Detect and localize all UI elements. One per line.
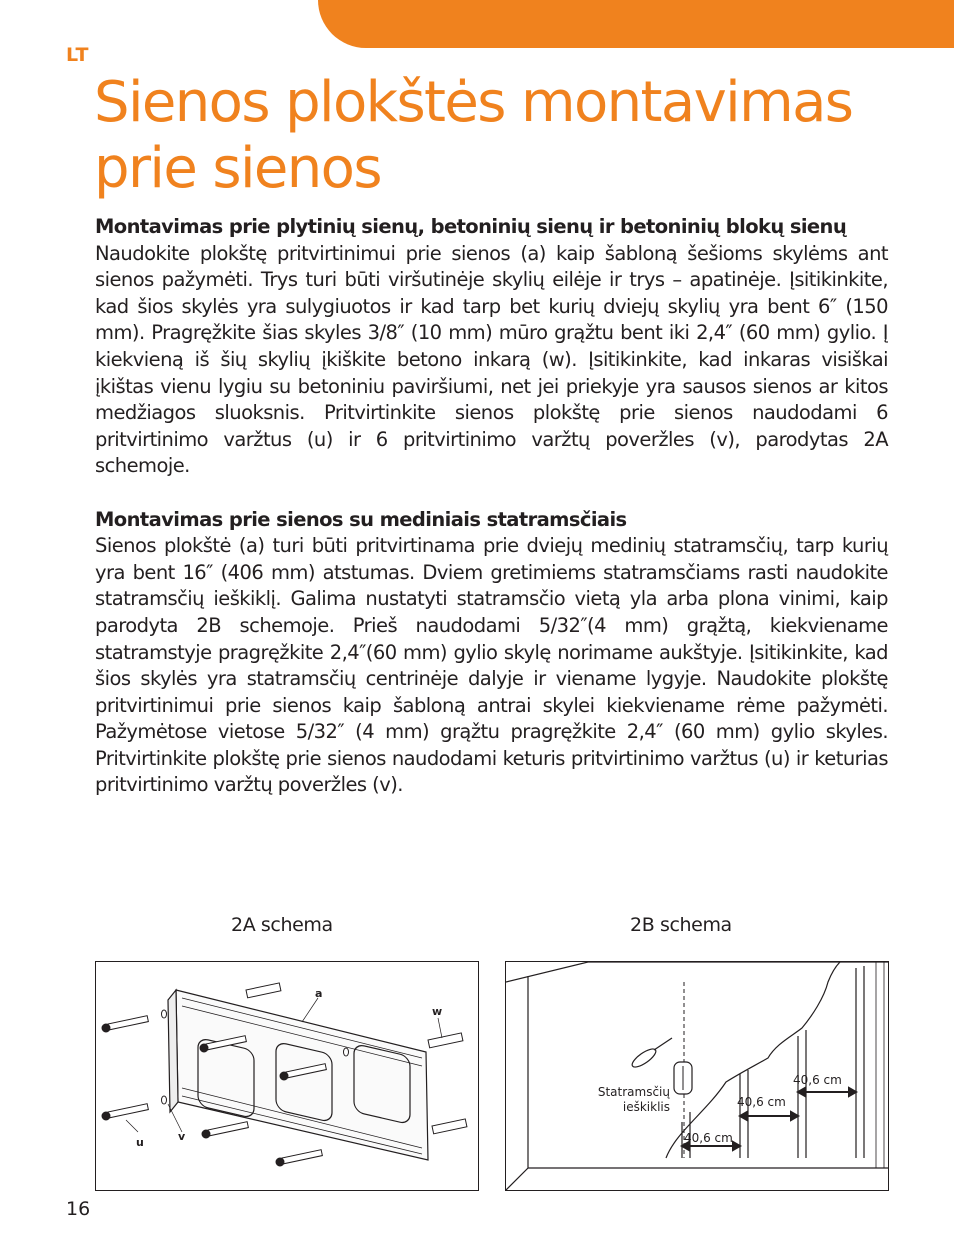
bolt-icon — [276, 1150, 322, 1166]
figure-b-caption: 2B schema — [630, 914, 732, 936]
bolt-icon — [102, 1104, 148, 1120]
section1-body: Naudokite plokštę pritvirtinimui prie sienos (a) kaip šabloną šešioms skylėms ant sienos pažymėti. Trys turi būti viršutinėje skylių eilėje ir trys – apatinėje. Įsitikinkite, kad šios skylės yra sulygiuotos ir kad tarp bet kurių dviejų skylių yra bent 6″ (150 mm). Pragręžkite šias skyles 3/8″ (10 mm) mūro grąžtu bent iki 2,4″ (60 mm) gylio. Į kiekvieną iš šių skylių įkiškite betono inkarą (w). Įsitikinkite, kad inkaras visiškai įkištas vienu lygiu su betoniniu paviršiumi, net jei priekyje yra sausos sienos ar kitos medžiagos sluoksnis. Pritvirtinkite sienos plokštę prie sienos naudodami 6 pritvirtinimo varžtus (u) ir 6 pritvirtinimo varžtų poveržles (v), parodytas 2A schemoje. — [95, 241, 888, 478]
section-spacer — [95, 480, 888, 507]
main-content — [95, 214, 888, 799]
drywall-tear-edge — [666, 962, 840, 1158]
bolt-icon — [202, 1122, 248, 1138]
label-a: a — [315, 987, 323, 1000]
washer-icon — [344, 1048, 349, 1056]
language-code: LT — [66, 44, 89, 66]
header-accent-tab — [318, 0, 954, 48]
page-title-line1: Sienos plokštės montavimas — [94, 70, 853, 135]
figure-2b-drawing — [506, 962, 888, 1190]
figure-2a — [95, 961, 479, 1191]
wall-top-edge — [506, 962, 888, 982]
label-w: w — [432, 1005, 443, 1018]
stud-lines — [682, 966, 864, 1158]
figure-2b — [505, 961, 889, 1191]
stud-finder-label-line2: ieškiklis — [622, 1100, 670, 1114]
page-title-line2: prie sienos — [94, 136, 381, 201]
wall-left-corner — [506, 976, 528, 1190]
section2-heading: Montavimas prie sienos su mediniais statramsčiais — [95, 507, 627, 531]
page-title — [94, 70, 914, 202]
figure-2a-drawing — [96, 962, 478, 1190]
section1-heading: Montavimas prie plytinių sienų, betoninių sienų ir betoninių blokų sienų — [95, 215, 847, 238]
anchor-icon — [246, 983, 281, 998]
stud-finder-icon — [674, 1062, 692, 1094]
label-v: v — [178, 1130, 186, 1143]
wall-plate-rim — [168, 990, 178, 1112]
label-u: u — [136, 1136, 144, 1149]
bolt-icon — [102, 1016, 148, 1032]
figure-a-caption: 2A schema — [231, 914, 333, 936]
washer-icon — [162, 1010, 167, 1018]
washer-icon — [162, 1096, 167, 1104]
anchor-icon — [428, 1033, 463, 1048]
anchor-icon — [432, 1119, 467, 1134]
stud-finder-label-line1: Statramsčių — [597, 1085, 670, 1099]
section2-body: Sienos plokštė (a) turi būti pritvirtinama prie dviejų medinių statramsčių, tarp kurių yra bent 16″ (406 mm) atstumas. Dviem gretimiems statramsčiams rasti naudokite statramsčių ieškiklį. Galima nustatyti statramsčio vietą yla arba plona vinimi, kaip parodyta 2B schemoje. Prieš naudodami 5/32″(4 mm) grąžtą, kiekviename statramstyje pragręžkite 2,4″(60 mm) gylio skylę norimame aukštyje. Įsitikinkite, kad šios skylės yra statramsčių centrinėje dalyje ir viename lygyje. Naudokite plokštę pritvirtinimui prie sienos kaip šabloną antrai skylei kiekviename rėme pažymėti. Pažymėtose vietose 5/32″ (4 mm) grąžtu pragręžkite 2,4″ (60 mm) gylio skyles. Pritvirtinkite plokštę prie sienos naudodami keturis pritvirtinimo varžtus (u) ir keturias pritvirtinimo varžtų poveržles (v). — [95, 534, 888, 797]
distance-label-3: 40,6 cm — [793, 1073, 842, 1087]
inner-frame — [876, 962, 884, 1168]
distance-label-1: 40,6 cm — [684, 1131, 733, 1145]
distance-label-2: 40,6 cm — [737, 1095, 786, 1109]
awl-icon — [630, 1038, 672, 1070]
page-number: 16 — [66, 1198, 91, 1220]
